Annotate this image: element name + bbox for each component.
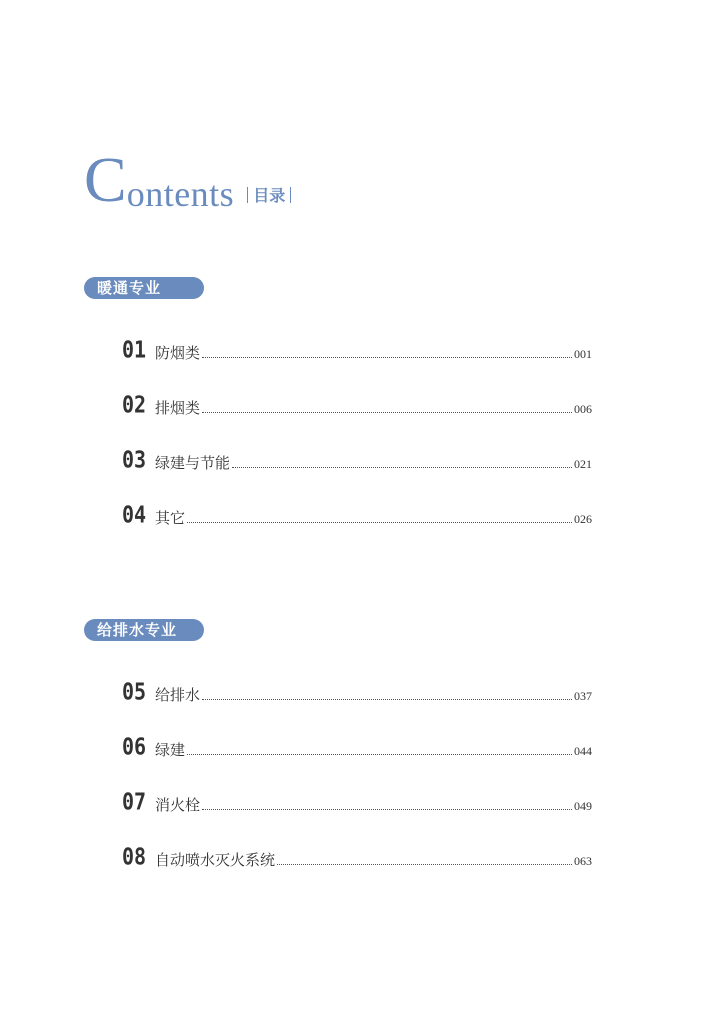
entry-page: 026	[574, 512, 592, 526]
entry-number: 08	[122, 842, 147, 871]
toc-entry[interactable]	[122, 501, 592, 527]
entry-page: 049	[574, 799, 592, 813]
dot-leader	[277, 864, 572, 865]
entry-title: 消火栓	[155, 796, 201, 814]
entry-title: 其它	[155, 509, 186, 527]
dot-leader	[202, 699, 572, 700]
entry-page: 021	[574, 457, 592, 471]
toc-entry[interactable]	[122, 678, 592, 704]
title-subtitle: 目录	[253, 186, 286, 205]
entry-page: 037	[574, 689, 592, 703]
dot-leader	[202, 412, 572, 413]
entry-page: 044	[574, 744, 592, 758]
divider-left	[247, 187, 248, 203]
toc-entry[interactable]	[122, 788, 592, 814]
title-rest: ontents	[126, 174, 235, 214]
entry-title: 防烟类	[155, 344, 201, 362]
dot-leader	[202, 357, 572, 358]
contents-title	[84, 144, 296, 215]
divider-right	[290, 187, 291, 203]
entry-number: 01	[122, 335, 147, 364]
dot-leader	[232, 467, 572, 468]
entry-title: 绿建	[155, 741, 186, 759]
entry-number: 02	[122, 390, 147, 419]
entry-title: 给排水	[155, 686, 201, 704]
entry-title: 排烟类	[155, 399, 201, 417]
section-badge-plumbing: 给排水专业	[84, 619, 204, 641]
toc-entry[interactable]	[122, 336, 592, 362]
entry-page: 063	[574, 854, 592, 868]
dot-leader	[202, 809, 572, 810]
entry-number: 05	[122, 677, 147, 706]
entry-title: 绿建与节能	[155, 454, 231, 472]
entry-page: 001	[574, 347, 592, 361]
dot-leader	[187, 754, 572, 755]
toc-entry[interactable]	[122, 391, 592, 417]
entry-title: 自动喷水灭火系统	[155, 851, 276, 869]
title-initial: C	[84, 144, 127, 215]
toc-entry[interactable]	[122, 446, 592, 472]
entry-page: 006	[574, 402, 592, 416]
dot-leader	[187, 522, 572, 523]
toc-entry[interactable]	[122, 733, 592, 759]
entry-number: 04	[122, 500, 147, 529]
toc-entry[interactable]	[122, 843, 592, 869]
entry-number: 03	[122, 445, 147, 474]
title-subtitle-group	[242, 183, 296, 206]
entry-number: 07	[122, 787, 147, 816]
section-badge-hvac: 暖通专业	[84, 277, 204, 299]
entry-number: 06	[122, 732, 147, 761]
